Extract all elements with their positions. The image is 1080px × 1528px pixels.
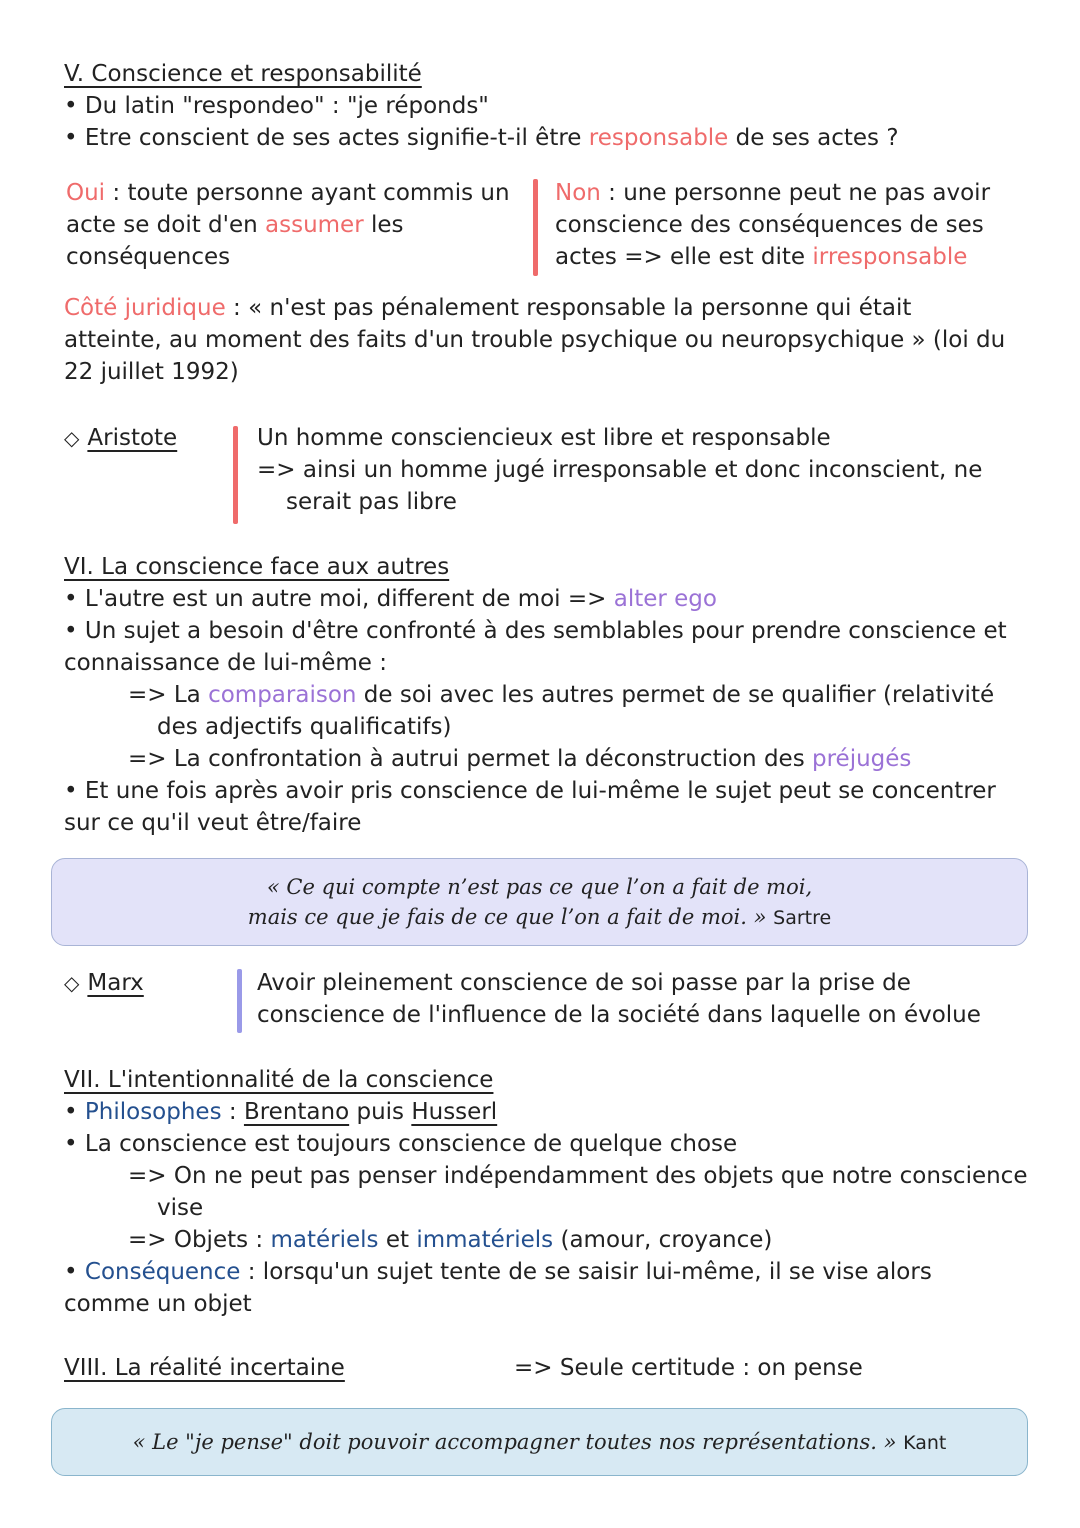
section-7-sub-1-cont: vise xyxy=(157,1195,204,1221)
keyword-prejuges: préjugés xyxy=(812,746,912,772)
keyword-irresponsable: irresponsable xyxy=(812,244,968,270)
sartre-quote-box xyxy=(51,858,1028,946)
aristote-label: ◇ Aristote xyxy=(64,425,178,451)
section-5-title: V. Conscience et responsabilité xyxy=(64,61,422,87)
keyword-immateriels: immatériels xyxy=(416,1227,554,1253)
keyword-cote-juridique: Côté juridique xyxy=(64,295,226,321)
section-5-bullet-2: • Etre conscient de ses actes signifie-t-il être responsable de ses actes ? xyxy=(64,125,899,151)
quote-author: Sartre xyxy=(773,906,832,929)
section-6-sub-1-cont: des adjectifs qualificatifs) xyxy=(157,714,452,740)
oui-column: Oui : toute personne ayant commis un acte se doit d'en assumer les conséquences xyxy=(66,180,510,270)
keyword-assumer: assumer xyxy=(265,212,364,238)
section-7-title: VII. L'intentionnalité de la conscience xyxy=(64,1067,494,1093)
section-7-bullet-1: • Philosophes : Brentano puis Husserl xyxy=(64,1099,498,1125)
keyword-non: Non xyxy=(555,180,601,206)
juridique-line-1: Côté juridique : « n'est pas pénalement responsable la personne qui était xyxy=(64,295,912,321)
keyword-materiels: matériels xyxy=(270,1227,379,1253)
section-6-sub-1: => La comparaison de soi avec les autres permet de se qualifier (relativité xyxy=(128,682,995,708)
section-6-sub-2: => La confrontation à autrui permet la déconstruction des préjugés xyxy=(128,746,912,772)
section-5-bullet-1: • Du latin "respondeo" : "je réponds" xyxy=(64,93,489,119)
section-7-sub-1: => On ne peut pas penser indépendamment des objets que notre conscience xyxy=(128,1163,1028,1189)
keyword-philosophes: Philosophes xyxy=(84,1099,222,1125)
kant-quote-box xyxy=(51,1408,1028,1476)
aristote-text: Un homme consciencieux est libre et responsable => ainsi un homme jugé irresponsable et donc inconscient, ne serait pas libre xyxy=(257,425,983,515)
keyword-oui: Oui xyxy=(66,180,106,206)
section-7-bullet-3-cont: comme un objet xyxy=(64,1291,252,1317)
keyword-alter-ego: alter ego xyxy=(613,586,717,612)
quote-author: Kant xyxy=(903,1431,947,1454)
juridique-line-2: atteinte, au moment des faits d'un trouble psychique ou neuropsychique » (loi du xyxy=(64,327,1006,353)
keyword-responsable: responsable xyxy=(588,125,729,151)
section-6-bullet-3-cont: sur ce qu'il veut être/faire xyxy=(64,810,362,836)
section-7-bullet-3: • Conséquence : lorsqu'un sujet tente de se saisir lui-même, il se vise alors xyxy=(64,1259,932,1285)
divider-bar xyxy=(533,179,538,276)
section-6-bullet-2: • Un sujet a besoin d'être confronté à des semblables pour prendre conscience et xyxy=(64,618,1007,644)
section-7-sub-2: => Objets : matériels et immatériels (amour, croyance) xyxy=(128,1227,773,1253)
aristote-bar xyxy=(233,426,238,524)
section-6-title: VI. La conscience face aux autres xyxy=(64,554,450,580)
marx-text: Avoir pleinement conscience de soi passe par la prise de conscience de l'influence de la société dans laquelle on évolue xyxy=(257,970,981,1028)
keyword-consequence: Conséquence xyxy=(84,1259,241,1285)
kant-quote: « Le "je pense" doit pouvoir accompagner toutes nos représentations. » Kant xyxy=(132,1429,947,1454)
diamond-icon: ◇ xyxy=(64,426,80,450)
section-6-bullet-1: • L'autre est un autre moi, different de moi => alter ego xyxy=(64,586,717,612)
keyword-comparaison: comparaison xyxy=(208,682,357,708)
section-7-bullet-2: • La conscience est toujours conscience de quelque chose xyxy=(64,1131,738,1157)
section-6-bullet-2-cont: connaissance de lui-même : xyxy=(64,650,387,676)
section-6-bullet-3: • Et une fois après avoir pris conscience de lui-même le sujet peut se concentrer xyxy=(64,778,996,804)
non-column: Non : une personne peut ne pas avoir conscience des conséquences de ses actes => elle est dite irresponsable xyxy=(555,180,991,270)
sartre-quote-line-2: mais ce que je fais de ce que l’on a fait de moi. » Sartre xyxy=(247,904,832,929)
juridique-line-3: 22 juillet 1992) xyxy=(64,359,239,385)
section-8-title: VIII. La réalité incertaine xyxy=(64,1355,345,1381)
marx-label: ◇ Marx xyxy=(64,970,144,996)
sartre-quote-line-1: « Ce qui compte n’est pas ce que l’on a fait de moi, xyxy=(266,874,813,899)
section-8-side-note: => Seule certitude : on pense xyxy=(514,1355,863,1381)
diamond-icon: ◇ xyxy=(64,971,80,995)
marx-bar xyxy=(237,969,242,1033)
